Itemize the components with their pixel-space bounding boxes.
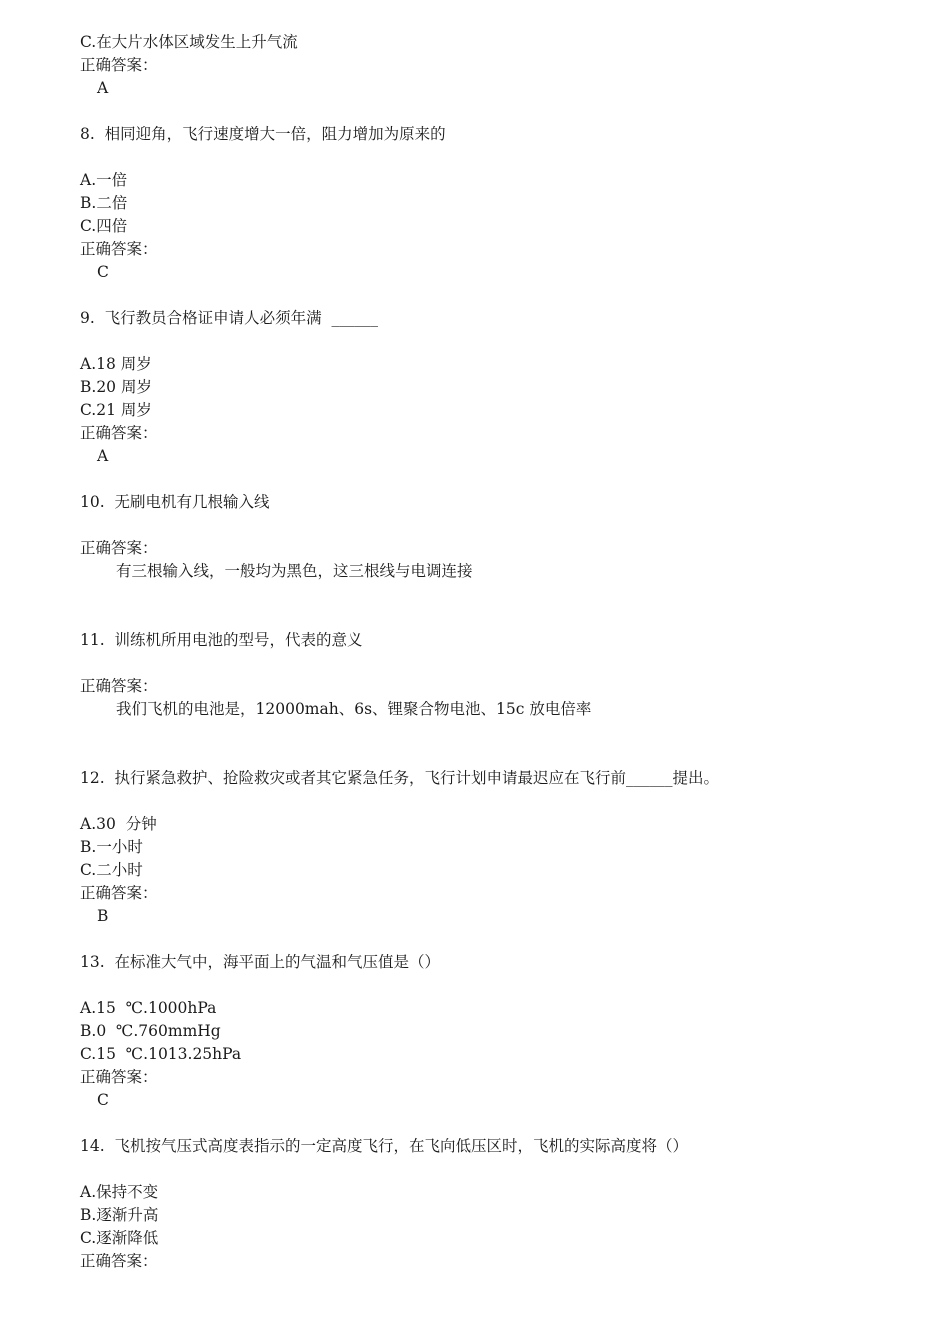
option-c: C.在大片水体区域发生上升气流: [80, 33, 298, 51]
question-12: [80, 767, 900, 928]
answer-value: 我们飞机的电池是，12000mah、6s、锂聚合物电池、15c 放电倍率: [116, 700, 592, 718]
answer-value: A: [97, 79, 109, 97]
answer-value: A: [97, 447, 109, 465]
answer-value: B: [97, 907, 109, 925]
question-stem: 9. 飞行教员合格证申请人必须年满 ______: [80, 309, 378, 327]
answer-label: 正确答案：: [80, 677, 158, 695]
answer-label: 正确答案：: [80, 424, 158, 442]
option-c: C.21 周岁: [80, 401, 152, 419]
option-a: A.一倍: [80, 171, 128, 189]
answer-label: 正确答案：: [80, 884, 158, 902]
answer-label: 正确答案：: [80, 539, 158, 557]
document-page: [80, 31, 900, 1273]
option-b: B.二倍: [80, 194, 128, 212]
option-a: A.15 ℃.1000hPa: [80, 999, 217, 1017]
option-c: C.二小时: [80, 861, 143, 879]
question-stem: 10. 无刷电机有几根输入线: [80, 493, 270, 511]
question-10: [80, 491, 900, 583]
option-a: A.18 周岁: [80, 355, 152, 373]
answer-label: 正确答案：: [80, 240, 158, 258]
answer-label: 正确答案：: [80, 1252, 158, 1270]
question-stem: 13. 在标准大气中，海平面上的气温和气压值是（）: [80, 953, 441, 971]
option-b: B.20 周岁: [80, 378, 152, 396]
question-9: [80, 307, 900, 468]
question-stem: 12. 执行紧急救护、抢险救灾或者其它紧急任务，飞行计划申请最迟应在飞行前______提出。: [80, 769, 720, 787]
question-14: [80, 1135, 900, 1273]
answer-value: C: [97, 1091, 109, 1109]
question-stem: 8. 相同迎角，飞行速度增大一倍，阻力增加为原来的: [80, 125, 446, 143]
option-c: C.15 ℃.1013.25hPa: [80, 1045, 242, 1063]
option-c: C.逐渐降低: [80, 1229, 159, 1247]
option-a: A.保持不变: [80, 1183, 159, 1201]
answer-label: 正确答案：: [80, 1068, 158, 1086]
answer-label: 正确答案：: [80, 56, 158, 74]
answer-value: C: [97, 263, 109, 281]
question-stem: 11. 训练机所用电池的型号，代表的意义: [80, 631, 363, 649]
option-b: B.一小时: [80, 838, 143, 856]
option-a: A.30 分钟: [80, 815, 157, 833]
answer-value: 有三根输入线，一般均为黑色，这三根线与电调连接: [116, 562, 473, 580]
question-11: [80, 629, 900, 721]
option-b: B.0 ℃.760mmHg: [80, 1022, 221, 1040]
question-8: [80, 123, 900, 284]
question-stem: 14. 飞机按气压式高度表指示的一定高度飞行，在飞向低压区时，飞机的实际高度将（）: [80, 1137, 689, 1155]
option-b: B.逐渐升高: [80, 1206, 159, 1224]
option-c: C.四倍: [80, 217, 128, 235]
question-13: [80, 951, 900, 1112]
